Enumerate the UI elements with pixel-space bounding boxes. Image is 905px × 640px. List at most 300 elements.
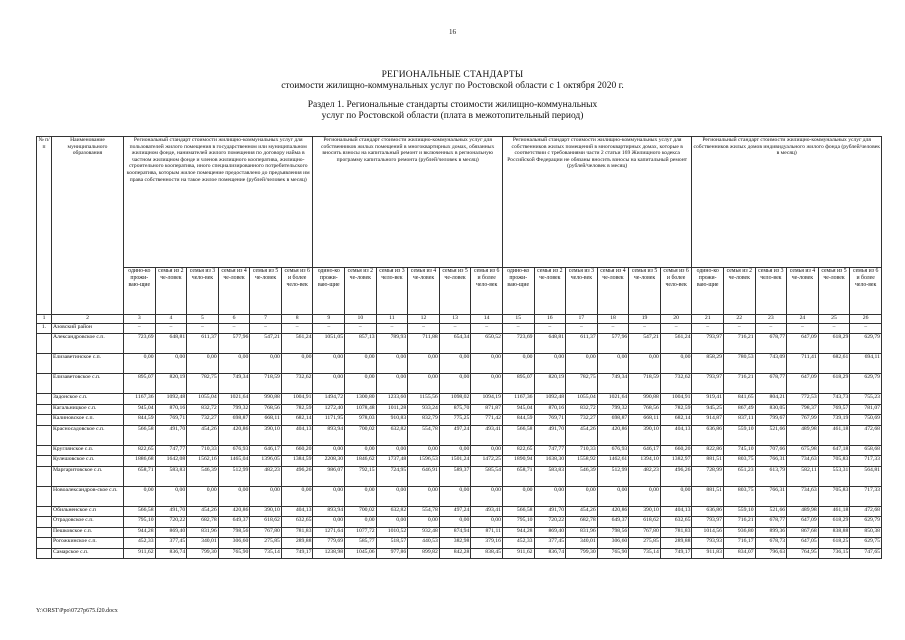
- value-cell: 781,83: [660, 527, 692, 538]
- value-cell: –: [660, 323, 692, 334]
- header-municipality: Наименование муниципального образования: [52, 137, 124, 315]
- value-cell: 768,56: [250, 404, 282, 415]
- column-number: 19: [629, 315, 661, 324]
- row-number: [37, 456, 52, 467]
- value-cell: 1465,04: [218, 456, 250, 467]
- value-cell: 585,54: [471, 466, 503, 486]
- row-number: [37, 374, 52, 394]
- value-cell: 0,00: [408, 374, 440, 394]
- row-number: [37, 527, 52, 538]
- value-cell: 618,29: [818, 374, 850, 394]
- value-cell: 583,83: [155, 466, 187, 486]
- value-cell: 0,00: [660, 486, 692, 506]
- column-number: 10: [345, 315, 377, 324]
- row-number: [37, 466, 52, 486]
- subheader-cell: семья из 3 чело-век: [755, 268, 787, 315]
- table-row: [37, 486, 882, 506]
- value-cell: –: [692, 323, 724, 334]
- row-number: [37, 445, 52, 456]
- value-cell: 0,00: [281, 354, 313, 374]
- value-cell: 0,00: [281, 486, 313, 506]
- value-cell: 899,36: [755, 527, 787, 538]
- value-cell: 678,77: [755, 334, 787, 354]
- value-cell: 893,94: [313, 506, 345, 517]
- value-cell: –: [787, 323, 819, 334]
- value-cell: 1846,62: [345, 456, 377, 467]
- value-cell: 668,11: [250, 415, 282, 426]
- subheader-cell: семья из 2 че-ловек: [345, 268, 377, 315]
- value-cell: –: [345, 323, 377, 334]
- value-cell: 780,53: [723, 354, 755, 374]
- value-cell: 944,28: [124, 527, 156, 538]
- municipality-name: Елизаветовское с.п.: [52, 374, 124, 394]
- value-cell: 769,71: [534, 415, 566, 426]
- value-cell: 618,25: [818, 538, 850, 549]
- municipality-name: Новоалександров-ское с.п.: [52, 486, 124, 506]
- value-cell: 682,61: [818, 354, 850, 374]
- value-cell: 482,23: [629, 466, 661, 486]
- subheader-cell: семья из 5 че-ловек: [818, 268, 850, 315]
- value-cell: 1094,19: [471, 394, 503, 405]
- value-cell: 646,91: [408, 466, 440, 486]
- value-cell: 566,58: [124, 425, 156, 445]
- value-cell: 735,14: [629, 548, 661, 559]
- value-cell: 561,24: [660, 334, 692, 354]
- value-cell: 546,39: [566, 466, 598, 486]
- value-cell: 945,25: [692, 404, 724, 415]
- value-cell: 782,75: [187, 374, 219, 394]
- value-cell: 838,45: [471, 548, 503, 559]
- value-cell: 0,00: [155, 486, 187, 506]
- value-cell: 772,53: [787, 394, 819, 405]
- value-cell: 832,72: [566, 404, 598, 415]
- value-cell: 678,73: [755, 538, 787, 549]
- value-cell: 649,37: [597, 517, 629, 528]
- value-cell: 0,00: [187, 354, 219, 374]
- value-cell: 743,09: [755, 354, 787, 374]
- value-cell: 1004,91: [660, 394, 692, 405]
- municipality-name: Кулешовское с.п.: [52, 456, 124, 467]
- value-cell: 1233,60: [376, 394, 408, 405]
- value-cell: –: [124, 323, 156, 334]
- value-cell: 764,95: [787, 548, 819, 559]
- value-cell: 1596,53: [408, 456, 440, 467]
- value-cell: 440,53: [408, 538, 440, 549]
- value-cell: 782,59: [281, 404, 313, 415]
- value-cell: 682,14: [281, 415, 313, 426]
- value-cell: 636,86: [692, 506, 724, 517]
- value-cell: 420,86: [218, 506, 250, 517]
- table-row: [37, 538, 882, 549]
- value-cell: 789,93: [376, 334, 408, 354]
- value-cell: 945,04: [124, 404, 156, 415]
- value-cell: 0,00: [502, 486, 534, 506]
- row-number: [37, 506, 52, 517]
- value-cell: 837,11: [723, 415, 755, 426]
- column-number: 14: [471, 315, 503, 324]
- value-cell: 0,00: [471, 374, 503, 394]
- value-cell: 489,98: [787, 506, 819, 517]
- value-cell: 0,00: [566, 354, 598, 374]
- value-cell: 377,45: [534, 538, 566, 549]
- value-cell: 553,31: [818, 466, 850, 486]
- value-cell: 629,79: [850, 517, 882, 528]
- value-cell: 718,59: [629, 374, 661, 394]
- value-cell: 743,73: [818, 394, 850, 405]
- value-cell: 0,00: [250, 354, 282, 374]
- value-cell: 676,93: [218, 445, 250, 456]
- value-cell: 646,17: [629, 445, 661, 456]
- value-cell: 668,11: [629, 415, 661, 426]
- value-cell: 803,75: [723, 456, 755, 467]
- value-cell: 577,96: [597, 334, 629, 354]
- value-cell: 798,37: [787, 404, 819, 415]
- value-cell: 830,05: [755, 404, 787, 415]
- value-cell: 1014,56: [692, 527, 724, 538]
- municipality-name: Кагальницкое с.п.: [52, 404, 124, 415]
- column-number: 5: [187, 315, 219, 324]
- value-cell: 404,13: [281, 425, 313, 445]
- value-cell: 678,77: [755, 374, 787, 394]
- table-row: [37, 323, 882, 334]
- value-cell: 899,82: [408, 548, 440, 559]
- value-cell: 0,00: [566, 486, 598, 506]
- value-cell: 732,62: [281, 374, 313, 394]
- value-cell: 618,62: [250, 517, 282, 528]
- value-cell: 1238,98: [313, 548, 345, 559]
- municipality-name: Круглянское с.п.: [52, 445, 124, 456]
- value-cell: 1021,64: [597, 394, 629, 405]
- value-cell: 650,52: [471, 334, 503, 354]
- value-cell: 990,88: [250, 394, 282, 405]
- value-cell: 0,00: [345, 486, 377, 506]
- value-cell: 404,13: [660, 506, 692, 517]
- value-cell: 682,78: [187, 517, 219, 528]
- value-cell: 765,90: [597, 548, 629, 559]
- table-row: [37, 466, 882, 486]
- value-cell: 649,37: [218, 517, 250, 528]
- value-cell: 461,18: [818, 506, 850, 517]
- table-row: [37, 456, 882, 467]
- value-cell: 720,22: [534, 517, 566, 528]
- value-cell: 454,26: [566, 425, 598, 445]
- subheader-cell: семья из 2 че-ловек: [723, 268, 755, 315]
- value-cell: 798,56: [218, 527, 250, 538]
- value-cell: 1098,02: [439, 394, 471, 405]
- value-cell: –: [218, 323, 250, 334]
- value-cell: 0,00: [376, 374, 408, 394]
- value-cell: 1642,08: [155, 456, 187, 467]
- value-cell: 0,00: [471, 445, 503, 456]
- value-cell: 1562,16: [187, 456, 219, 467]
- value-cell: 841,65: [723, 394, 755, 405]
- value-cell: 0,00: [124, 486, 156, 506]
- value-cell: 566,58: [502, 425, 534, 445]
- subheader-cell: семья из 3 чело-век: [187, 268, 219, 315]
- value-cell: 491,70: [155, 425, 187, 445]
- value-cell: 881,51: [692, 456, 724, 467]
- value-cell: 711,41: [787, 354, 819, 374]
- value-cell: 767,99: [787, 415, 819, 426]
- value-cell: 694,11: [850, 354, 882, 374]
- value-cell: 583,83: [534, 466, 566, 486]
- value-cell: 1010,52: [376, 527, 408, 538]
- value-cell: 0,00: [439, 374, 471, 394]
- value-cell: 799,67: [755, 415, 787, 426]
- subheader-cell: одино-ко прожи-ваю-щие: [124, 268, 156, 315]
- value-cell: 933,24: [408, 404, 440, 415]
- value-cell: 0,00: [345, 517, 377, 528]
- value-cell: 0,00: [313, 486, 345, 506]
- value-cell: 799,32: [597, 404, 629, 415]
- value-cell: 275,85: [250, 538, 282, 549]
- value-cell: 647,09: [787, 517, 819, 528]
- section-title-line-2: услуг по Ростовской области (плата в межотопительный период): [321, 111, 584, 121]
- value-cell: 857,13: [345, 334, 377, 354]
- column-number: 18: [597, 315, 629, 324]
- municipality-name: Елизаветинское с.п.: [52, 354, 124, 374]
- value-cell: 739,19: [818, 415, 850, 426]
- value-cell: 559,10: [723, 425, 755, 445]
- value-cell: 723,69: [502, 334, 534, 354]
- value-cell: 420,86: [597, 506, 629, 517]
- value-cell: 554,78: [408, 506, 440, 517]
- value-cell: –: [629, 323, 661, 334]
- value-cell: 720,22: [155, 517, 187, 528]
- subheader-cell: семья из 5 че-ловек: [439, 268, 471, 315]
- value-cell: 512,99: [218, 466, 250, 486]
- value-cell: 289,88: [281, 538, 313, 549]
- column-number: 12: [408, 315, 440, 324]
- value-cell: 765,90: [218, 548, 250, 559]
- municipality-name: Маргаритовское с.п.: [52, 466, 124, 486]
- value-cell: 1638,30: [534, 456, 566, 467]
- value-cell: 767,80: [250, 527, 282, 538]
- value-cell: 768,56: [629, 404, 661, 415]
- subheader-cell: семья из 3 чело-век: [566, 268, 598, 315]
- value-cell: 452,33: [124, 538, 156, 549]
- value-cell: 275,85: [629, 538, 661, 549]
- municipality-name: Пешковское с.п.: [52, 527, 124, 538]
- municipality-name: Рогожкинское с.п.: [52, 538, 124, 549]
- value-cell: 0,00: [597, 354, 629, 374]
- value-cell: 632,65: [281, 517, 313, 528]
- value-cell: 618,29: [818, 334, 850, 354]
- subheader-cell: семья из 5 че-ловек: [629, 268, 661, 315]
- column-number: 22: [723, 315, 755, 324]
- value-cell: 577,96: [218, 334, 250, 354]
- column-number: 6: [218, 315, 250, 324]
- value-cell: 613,79: [755, 466, 787, 486]
- value-cell: 867,68: [787, 527, 819, 538]
- row-number: 1.: [37, 323, 52, 334]
- value-cell: 990,88: [629, 394, 661, 405]
- table-row: [37, 354, 882, 374]
- value-cell: 521,66: [755, 506, 787, 517]
- value-cell: 895,07: [502, 374, 534, 394]
- value-cell: 582,11: [787, 466, 819, 486]
- value-cell: 1011,28: [376, 404, 408, 415]
- value-cell: –: [376, 323, 408, 334]
- value-cell: 803,75: [723, 486, 755, 506]
- row-number: [37, 538, 52, 549]
- column-number: 23: [755, 315, 787, 324]
- column-number: 3: [124, 315, 156, 324]
- value-cell: 749,34: [597, 374, 629, 394]
- value-cell: 782,75: [566, 374, 598, 394]
- value-cell: 1737,48: [376, 456, 408, 467]
- value-cell: 390,10: [629, 425, 661, 445]
- value-cell: 547,21: [250, 334, 282, 354]
- value-cell: 820,19: [155, 374, 187, 394]
- value-cell: 0,00: [313, 445, 345, 456]
- value-cell: 566,58: [124, 506, 156, 517]
- value-cell: 682,14: [660, 415, 692, 426]
- value-cell: 404,13: [281, 506, 313, 517]
- value-cell: 799,32: [218, 404, 250, 415]
- value-cell: 632,82: [376, 506, 408, 517]
- column-number: 24: [787, 315, 819, 324]
- value-cell: –: [566, 323, 598, 334]
- value-cell: 658,71: [502, 466, 534, 486]
- value-cell: –: [850, 323, 882, 334]
- value-cell: 1394,10: [629, 456, 661, 467]
- value-cell: 792,15: [345, 466, 377, 486]
- value-cell: 647,09: [787, 334, 819, 354]
- value-cell: 1558,92: [566, 456, 598, 467]
- value-cell: 735,14: [250, 548, 282, 559]
- column-number: 26: [850, 315, 882, 324]
- value-cell: 1092,48: [155, 394, 187, 405]
- value-cell: 822,86: [692, 445, 724, 456]
- value-cell: 0,00: [250, 486, 282, 506]
- value-cell: 745,10: [723, 445, 755, 456]
- value-cell: 832,79: [408, 415, 440, 426]
- row-number: [37, 548, 52, 559]
- column-number: 16: [534, 315, 566, 324]
- value-cell: 977,86: [376, 548, 408, 559]
- value-cell: 822,65: [124, 445, 156, 456]
- table-row: [37, 334, 882, 354]
- value-cell: 734,63: [787, 486, 819, 506]
- value-cell: 0,00: [218, 486, 250, 506]
- value-cell: 0,00: [408, 486, 440, 506]
- value-cell: 0,00: [345, 445, 377, 456]
- subheader-cell: одино-ко прожи-ваю-щие: [502, 268, 534, 315]
- value-cell: 1272,40: [313, 404, 345, 415]
- value-cell: 749,34: [218, 374, 250, 394]
- standards-table: [36, 136, 882, 559]
- value-cell: 793,97: [692, 334, 724, 354]
- header-group-1: Региональный стандарт стоимости жилищно-коммунальных услуг для пользователей жилого помещения в государственном или муниципальном жилищном фонде, нанимателей жилого помещения по договору найма в частном жилищном фонде и членов жилищного кооператива, жилищно-строительного кооператива, иного специализированного потребительского кооператива, которым жилое помещение предоставлено до предъявления им права собственности на такое жилое помещение (рублей/человек в месяц): [124, 137, 313, 268]
- value-cell: 390,10: [250, 506, 282, 517]
- column-number: 2: [52, 315, 124, 324]
- value-cell: 711,88: [408, 334, 440, 354]
- subheader-cell: одино-ко прожи-ваю-щие: [692, 268, 724, 315]
- municipality-name: Калиновское с.п.: [52, 415, 124, 426]
- value-cell: 798,56: [597, 527, 629, 538]
- value-cell: 497,24: [439, 506, 471, 517]
- value-cell: 705,83: [818, 486, 850, 506]
- value-cell: 1051,05: [313, 334, 345, 354]
- header-group-3: Региональный стандарт стоимости жилищно-коммунальных услуг для собственников жилых помещений в многоквартирных домах, которые в соответствии с требованиями части 2 статьи 169 Жилищного кодекса Российской Федерации не обязаны вносить взносы на капитальный ремонт (рублей/человек в месяц): [502, 137, 691, 268]
- value-cell: 775,25: [439, 415, 471, 426]
- value-cell: 771,42: [471, 415, 503, 426]
- value-cell: 496,26: [281, 466, 313, 486]
- value-cell: 911,62: [502, 548, 534, 559]
- value-cell: 832,72: [187, 404, 219, 415]
- value-cell: 700,02: [345, 425, 377, 445]
- value-cell: 867,49: [723, 404, 755, 415]
- row-number: [37, 354, 52, 374]
- value-cell: 795,10: [502, 517, 534, 528]
- subheader-row: [37, 268, 882, 315]
- value-cell: 804,21: [755, 394, 787, 405]
- municipality-name: Задонское с.п.: [52, 394, 124, 405]
- document-title: РЕГИОНАЛЬНЫЕ СТАНДАРТЫ: [381, 70, 524, 80]
- value-cell: 1384,59: [281, 456, 313, 467]
- column-number: 17: [566, 315, 598, 324]
- value-cell: 0,00: [345, 354, 377, 374]
- value-cell: 936,80: [723, 527, 755, 538]
- subheader-cell: семья из 4 че-ловек: [218, 268, 250, 315]
- value-cell: 1055,04: [566, 394, 598, 405]
- value-cell: 1396,05: [250, 456, 282, 467]
- value-cell: –: [187, 323, 219, 334]
- value-cell: 700,02: [345, 506, 377, 517]
- column-number: 21: [692, 315, 724, 324]
- value-cell: 986,07: [313, 466, 345, 486]
- value-cell: 646,17: [250, 445, 282, 456]
- value-cell: 651,23: [723, 466, 755, 486]
- value-cell: 911,62: [124, 548, 156, 559]
- value-cell: 779,69: [313, 538, 345, 549]
- value-cell: 390,10: [629, 506, 661, 517]
- value-cell: 1078,48: [345, 404, 377, 415]
- value-cell: 1382,97: [660, 456, 692, 467]
- value-cell: 632,82: [376, 425, 408, 445]
- value-cell: 491,70: [155, 506, 187, 517]
- value-cell: 831,96: [187, 527, 219, 538]
- value-cell: 566,58: [502, 506, 534, 517]
- table-row: [37, 445, 882, 456]
- value-cell: 716,21: [723, 374, 755, 394]
- value-cell: 766,31: [755, 486, 787, 506]
- value-cell: 769,57: [818, 404, 850, 415]
- value-cell: 482,23: [250, 466, 282, 486]
- value-cell: 1472,25: [471, 456, 503, 467]
- value-cell: 870,16: [155, 404, 187, 415]
- table-row: [37, 394, 882, 405]
- value-cell: 521,66: [755, 425, 787, 445]
- value-cell: 767,80: [629, 527, 661, 538]
- value-cell: –: [502, 323, 534, 334]
- value-cell: 660,20: [281, 445, 313, 456]
- value-cell: –: [597, 323, 629, 334]
- value-cell: 420,86: [597, 425, 629, 445]
- value-cell: 724,95: [376, 466, 408, 486]
- value-cell: 911,83: [692, 548, 724, 559]
- column-number: 9: [313, 315, 345, 324]
- value-cell: 718,59: [250, 374, 282, 394]
- value-cell: 734,63: [787, 456, 819, 467]
- value-cell: 747,77: [155, 445, 187, 456]
- value-cell: 379,16: [471, 538, 503, 549]
- value-cell: 0,00: [376, 445, 408, 456]
- value-cell: 682,78: [566, 517, 598, 528]
- value-cell: 554,78: [408, 425, 440, 445]
- value-cell: 795,10: [124, 517, 156, 528]
